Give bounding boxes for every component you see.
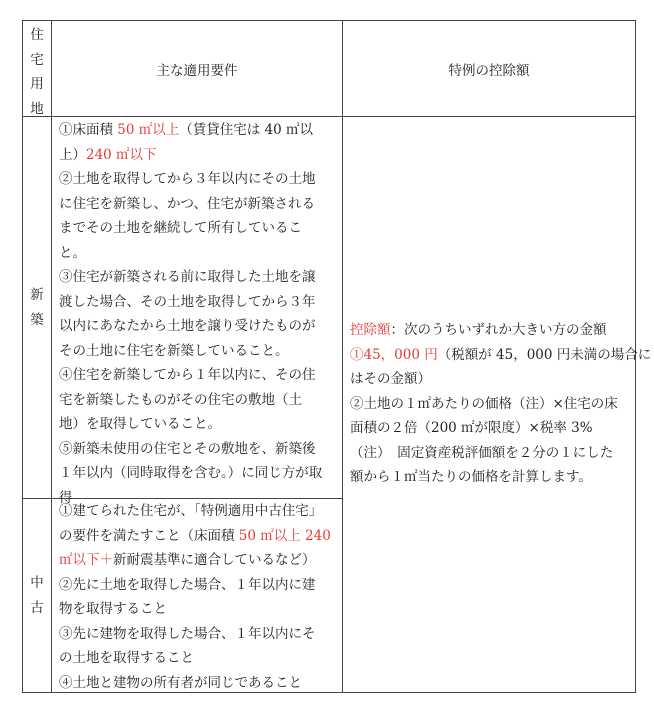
header-requirements-cell [52, 21, 342, 116]
text-segment: はその金額） [350, 371, 431, 387]
text-line [350, 318, 635, 343]
text-line [59, 388, 342, 413]
text-line [59, 241, 342, 266]
text-segment: （注） 固定資産税評価額を２分の１にした [350, 444, 614, 461]
text-segment: と。 [59, 244, 86, 261]
new-requirements-cell [59, 117, 342, 506]
text-line [59, 437, 342, 462]
text-segment: ⑤新築未使用の住宅とその敷地を、新築後 [59, 440, 316, 457]
text-segment: （税額が 45，000 円未満の場合に [437, 346, 652, 363]
text-line [59, 524, 342, 549]
text-line [59, 646, 342, 671]
text-segment: ③先に建物を取得した場合、１年以内にそ [59, 625, 316, 642]
text-line [59, 363, 342, 388]
text-segment: の要件を満たすこと（床面積 [59, 527, 239, 544]
text-line [59, 118, 342, 143]
text-segment: の土地を取得すること [59, 650, 194, 666]
header-deduction-cell [343, 21, 635, 116]
text-line [350, 465, 635, 490]
new-row-label [30, 283, 44, 332]
new-row-label-char: 築 [30, 311, 44, 328]
text-segment: ①床面積 [59, 122, 118, 138]
text-line [350, 343, 652, 368]
text-line [59, 548, 342, 573]
text-line [59, 573, 342, 598]
text-segment: ：次のうちいずれか大きい方の金額 [390, 322, 607, 338]
text-segment: 地）を取得していること。 [59, 416, 221, 432]
text-segment: までその土地を継続して所有しているこ [59, 220, 302, 236]
text-line [59, 167, 342, 192]
text-segment: ④土地と建物の所有者が同じであること [59, 674, 302, 691]
highlight-text: 240 ㎡以下 [86, 146, 157, 163]
highlight-text: ㎡以下＋ [59, 552, 113, 568]
highlight-text: 50 ㎡以上 [117, 122, 180, 138]
header-type-char: 用 [30, 76, 44, 92]
text-line [350, 416, 635, 441]
used-requirements-text [59, 499, 342, 695]
text-segment: ③住宅が新築される前に取得した土地を譲 [59, 269, 316, 285]
text-segment: 新耐震基準に適合しているなど） [113, 552, 316, 568]
used-requirements-cell [59, 499, 342, 692]
text-line [59, 265, 342, 290]
text-segment: その土地に住宅を新築していること。 [59, 342, 289, 359]
used-row-label-char: 古 [30, 599, 44, 616]
text-segment: ②土地の１㎡あたりの価格（注）×住宅の床 [350, 395, 618, 412]
text-line [59, 339, 342, 364]
text-segment: （賃貸住宅は 40 ㎡以 [179, 122, 314, 138]
deduction-cell [350, 117, 652, 692]
text-line [59, 412, 342, 437]
text-segment: に住宅を新築し、かつ、住宅が新築される [59, 195, 315, 212]
text-line [59, 597, 342, 622]
text-segment: １年以内（同時取得を含む。）に同じ方が取 [59, 465, 323, 481]
text-line [350, 392, 635, 417]
text-line [59, 671, 342, 696]
text-line [59, 499, 342, 524]
text-line [59, 290, 342, 315]
text-segment: 以内にあなたから土地を譲り受けたものが [59, 318, 316, 334]
text-segment: ①建てられた住宅が、「特例適用中古住宅」 [59, 503, 323, 519]
text-line [350, 367, 635, 392]
highlight-text: 控除額 [350, 322, 391, 338]
col-divider-1 [51, 21, 52, 692]
text-segment: 物を取得すること [59, 601, 167, 617]
new-row-label-char: 新 [30, 287, 44, 303]
deduction-table [22, 20, 652, 693]
used-row-label-char: 中 [30, 575, 44, 591]
col-divider-2 [342, 21, 343, 692]
text-line [59, 216, 342, 241]
text-line [59, 192, 342, 217]
text-segment: 額から１㎡当たりの価格を計算します。 [350, 469, 592, 485]
header-type-char: 宅 [30, 51, 44, 68]
highlight-text: 50 ㎡以上 240 [238, 527, 331, 544]
header-type-label [23, 23, 51, 121]
text-segment: ②先に土地を取得した場合、１年以内に建 [59, 576, 316, 593]
new-row-label-cell [23, 117, 51, 498]
header-type-char: 地 [30, 100, 44, 117]
new-requirements-text [59, 118, 342, 510]
text-segment: ②土地を取得してから３年以内にその土地 [59, 171, 316, 187]
text-segment: 面積の２倍（200 ㎡が限度）×税率 3% [350, 420, 593, 436]
text-segment: 渡した場合、その土地を取得してから３年 [59, 293, 316, 310]
text-segment: 宅を新築したものがその住宅の敷地（土 [59, 391, 302, 408]
header-type-cell [23, 21, 51, 116]
text-line [59, 461, 342, 486]
used-row-label [30, 571, 44, 620]
text-line [59, 143, 342, 168]
header-requirements-label: 主な適用要件 [156, 62, 238, 79]
text-line [59, 314, 342, 339]
highlight-text: ① [350, 346, 364, 363]
text-segment: ④住宅を新築してから１年以内に、その住 [59, 367, 316, 383]
deduction-text [350, 318, 652, 490]
text-segment: 上） [59, 146, 86, 163]
used-row-label-cell [23, 499, 51, 692]
header-type-char: 住 [30, 27, 44, 43]
highlight-text: 45，000 円 [363, 346, 438, 363]
text-line [350, 441, 635, 466]
text-line [59, 622, 342, 647]
header-deduction-label: 特例の控除額 [448, 62, 530, 79]
text-segment: 得 [59, 489, 73, 506]
